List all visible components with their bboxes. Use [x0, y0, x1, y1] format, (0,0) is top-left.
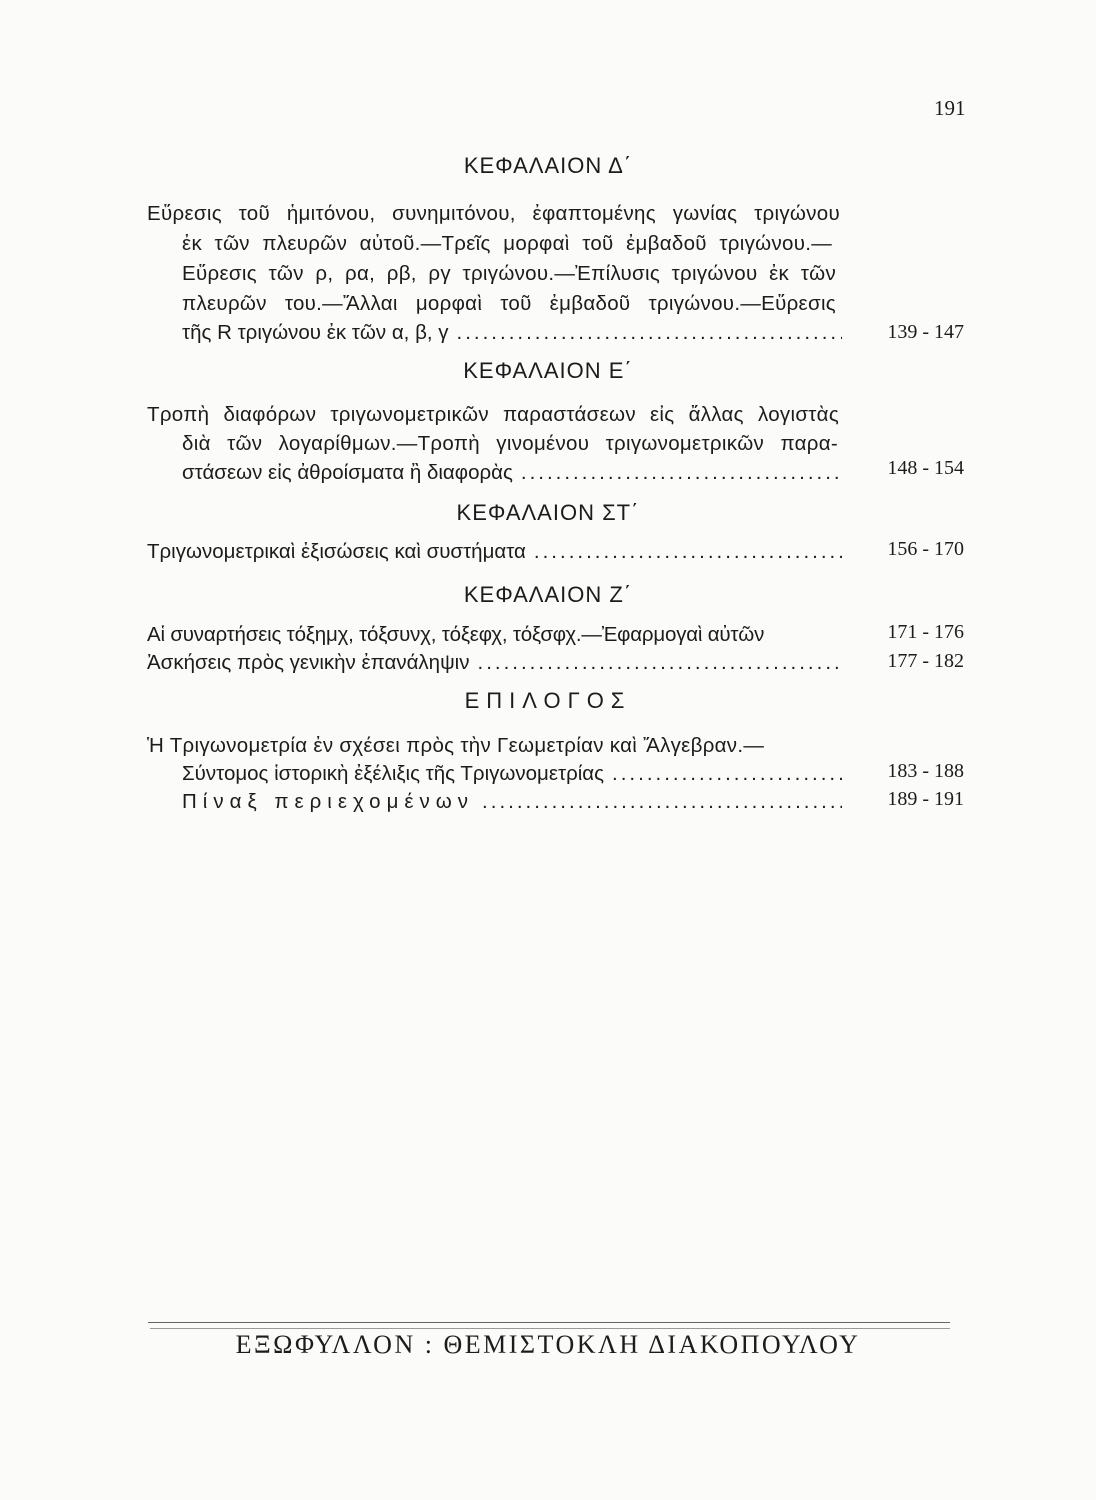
- dot-leader: [534, 540, 842, 564]
- page-range: 139 - 147: [887, 321, 964, 343]
- toc-text-line: Τροπὴ διαφόρων τριγωνομετρικῶν παραστάσεων εἰς ἄλλας λογιστὰς: [147, 403, 839, 426]
- dot-leader: [521, 461, 842, 485]
- dot-leader: [478, 651, 843, 675]
- chapter-heading-epsilon: ΚΕΦΑΛΑΙΟΝ Ε΄: [463, 358, 633, 383]
- toc-entry-text: τῆς R τριγώνου ἐκ τῶν α, β, γ: [182, 321, 449, 344]
- page-number: 191: [934, 96, 966, 120]
- toc-entry-leader: [182, 790, 842, 814]
- cover-credit: ΕΞΩΦΥΛΛΟΝ : ΘΕΜΙΣΤΟΚΛΗ ΔΙΑΚΟΠΟΥΛΟΥ: [235, 1330, 861, 1359]
- toc-entry-leader: [147, 540, 842, 564]
- toc-text-line: πλευρῶν του.—Ἄλλαι μορφαὶ τοῦ ἐμβαδοῦ τριγώνου.—Εὕρεσις: [182, 292, 836, 315]
- footer-rule: [148, 1322, 950, 1323]
- toc-entry-text: Ἀσκήσεις πρὸς γενικὴν ἐπανάληψιν: [147, 651, 470, 674]
- toc-entry-leader: [182, 762, 842, 786]
- dot-leader: [482, 790, 842, 814]
- chapter-heading-epilogue: ΕΠΙΛΟΓΟΣ: [464, 688, 632, 713]
- toc-entry-text: Πίναξ περιεχομένων: [182, 790, 475, 813]
- toc-entry-leader: [147, 651, 842, 675]
- footer-rule-thin: [150, 1328, 950, 1329]
- toc-entry-text: Σύντομος ἱστορικὴ ἐξέλιξις τῆς Τριγωνομετρίας: [182, 762, 605, 785]
- page-range: 177 - 182: [887, 650, 964, 672]
- page-range: 171 - 176: [887, 621, 964, 643]
- chapter-heading-delta: ΚΕΦΑΛΑΙΟΝ Δ΄: [463, 153, 633, 178]
- toc-text-line: Ἡ Τριγωνομετρία ἐν σχέσει πρὸς τὴν Γεωμετρίαν καὶ Ἄλγεβραν.—: [147, 734, 765, 757]
- chapter-heading-stigma: ΚΕΦΑΛΑΙΟΝ ΣΤ΄: [456, 500, 640, 525]
- page-range: 183 - 188: [887, 760, 964, 782]
- toc-entry-text: στάσεων εἰς ἀθροίσματα ἢ διαφορὰς: [182, 461, 513, 484]
- dot-leader: [612, 762, 842, 786]
- page-range: 156 - 170: [887, 538, 964, 560]
- toc-text-line: διὰ τῶν λογαρίθμων.—Τροπὴ γινομένου τριγωνομετρικῶν παρα-: [182, 432, 838, 455]
- page-range: 189 - 191: [887, 788, 964, 810]
- toc-entry-leader: [182, 461, 842, 485]
- toc-text-line: Εὕρεσις τῶν ρ, ρα, ρβ, ργ τριγώνου.—Ἐπίλυσις τριγώνου ἐκ τῶν: [182, 262, 836, 285]
- toc-text-line: Εὕρεσις τοῦ ἡμιτόνου, συνημιτόνου, ἐφαπτομένης γωνίας τριγώνου: [147, 202, 840, 225]
- dot-leader: [457, 321, 842, 345]
- toc-entry-leader: [182, 321, 842, 345]
- toc-entry-text: Τριγωνομετρικαὶ ἐξισώσεις καὶ συστήματα: [147, 540, 526, 563]
- toc-entry-text: Αἱ συναρτήσεις τόξημχ, τόξσυνχ, τόξεφχ, τόξσφχ.—Ἐφαρμογαὶ αὐτῶν: [147, 623, 765, 646]
- chapter-heading-zeta: ΚΕΦΑΛΑΙΟΝ Ζ΄: [463, 582, 633, 607]
- page-range: 148 - 154: [887, 457, 964, 479]
- toc-text-line: ἐκ τῶν πλευρῶν αὐτοῦ.—Τρεῖς μορφαὶ τοῦ ἐμβαδοῦ τριγώνου.—: [182, 232, 832, 255]
